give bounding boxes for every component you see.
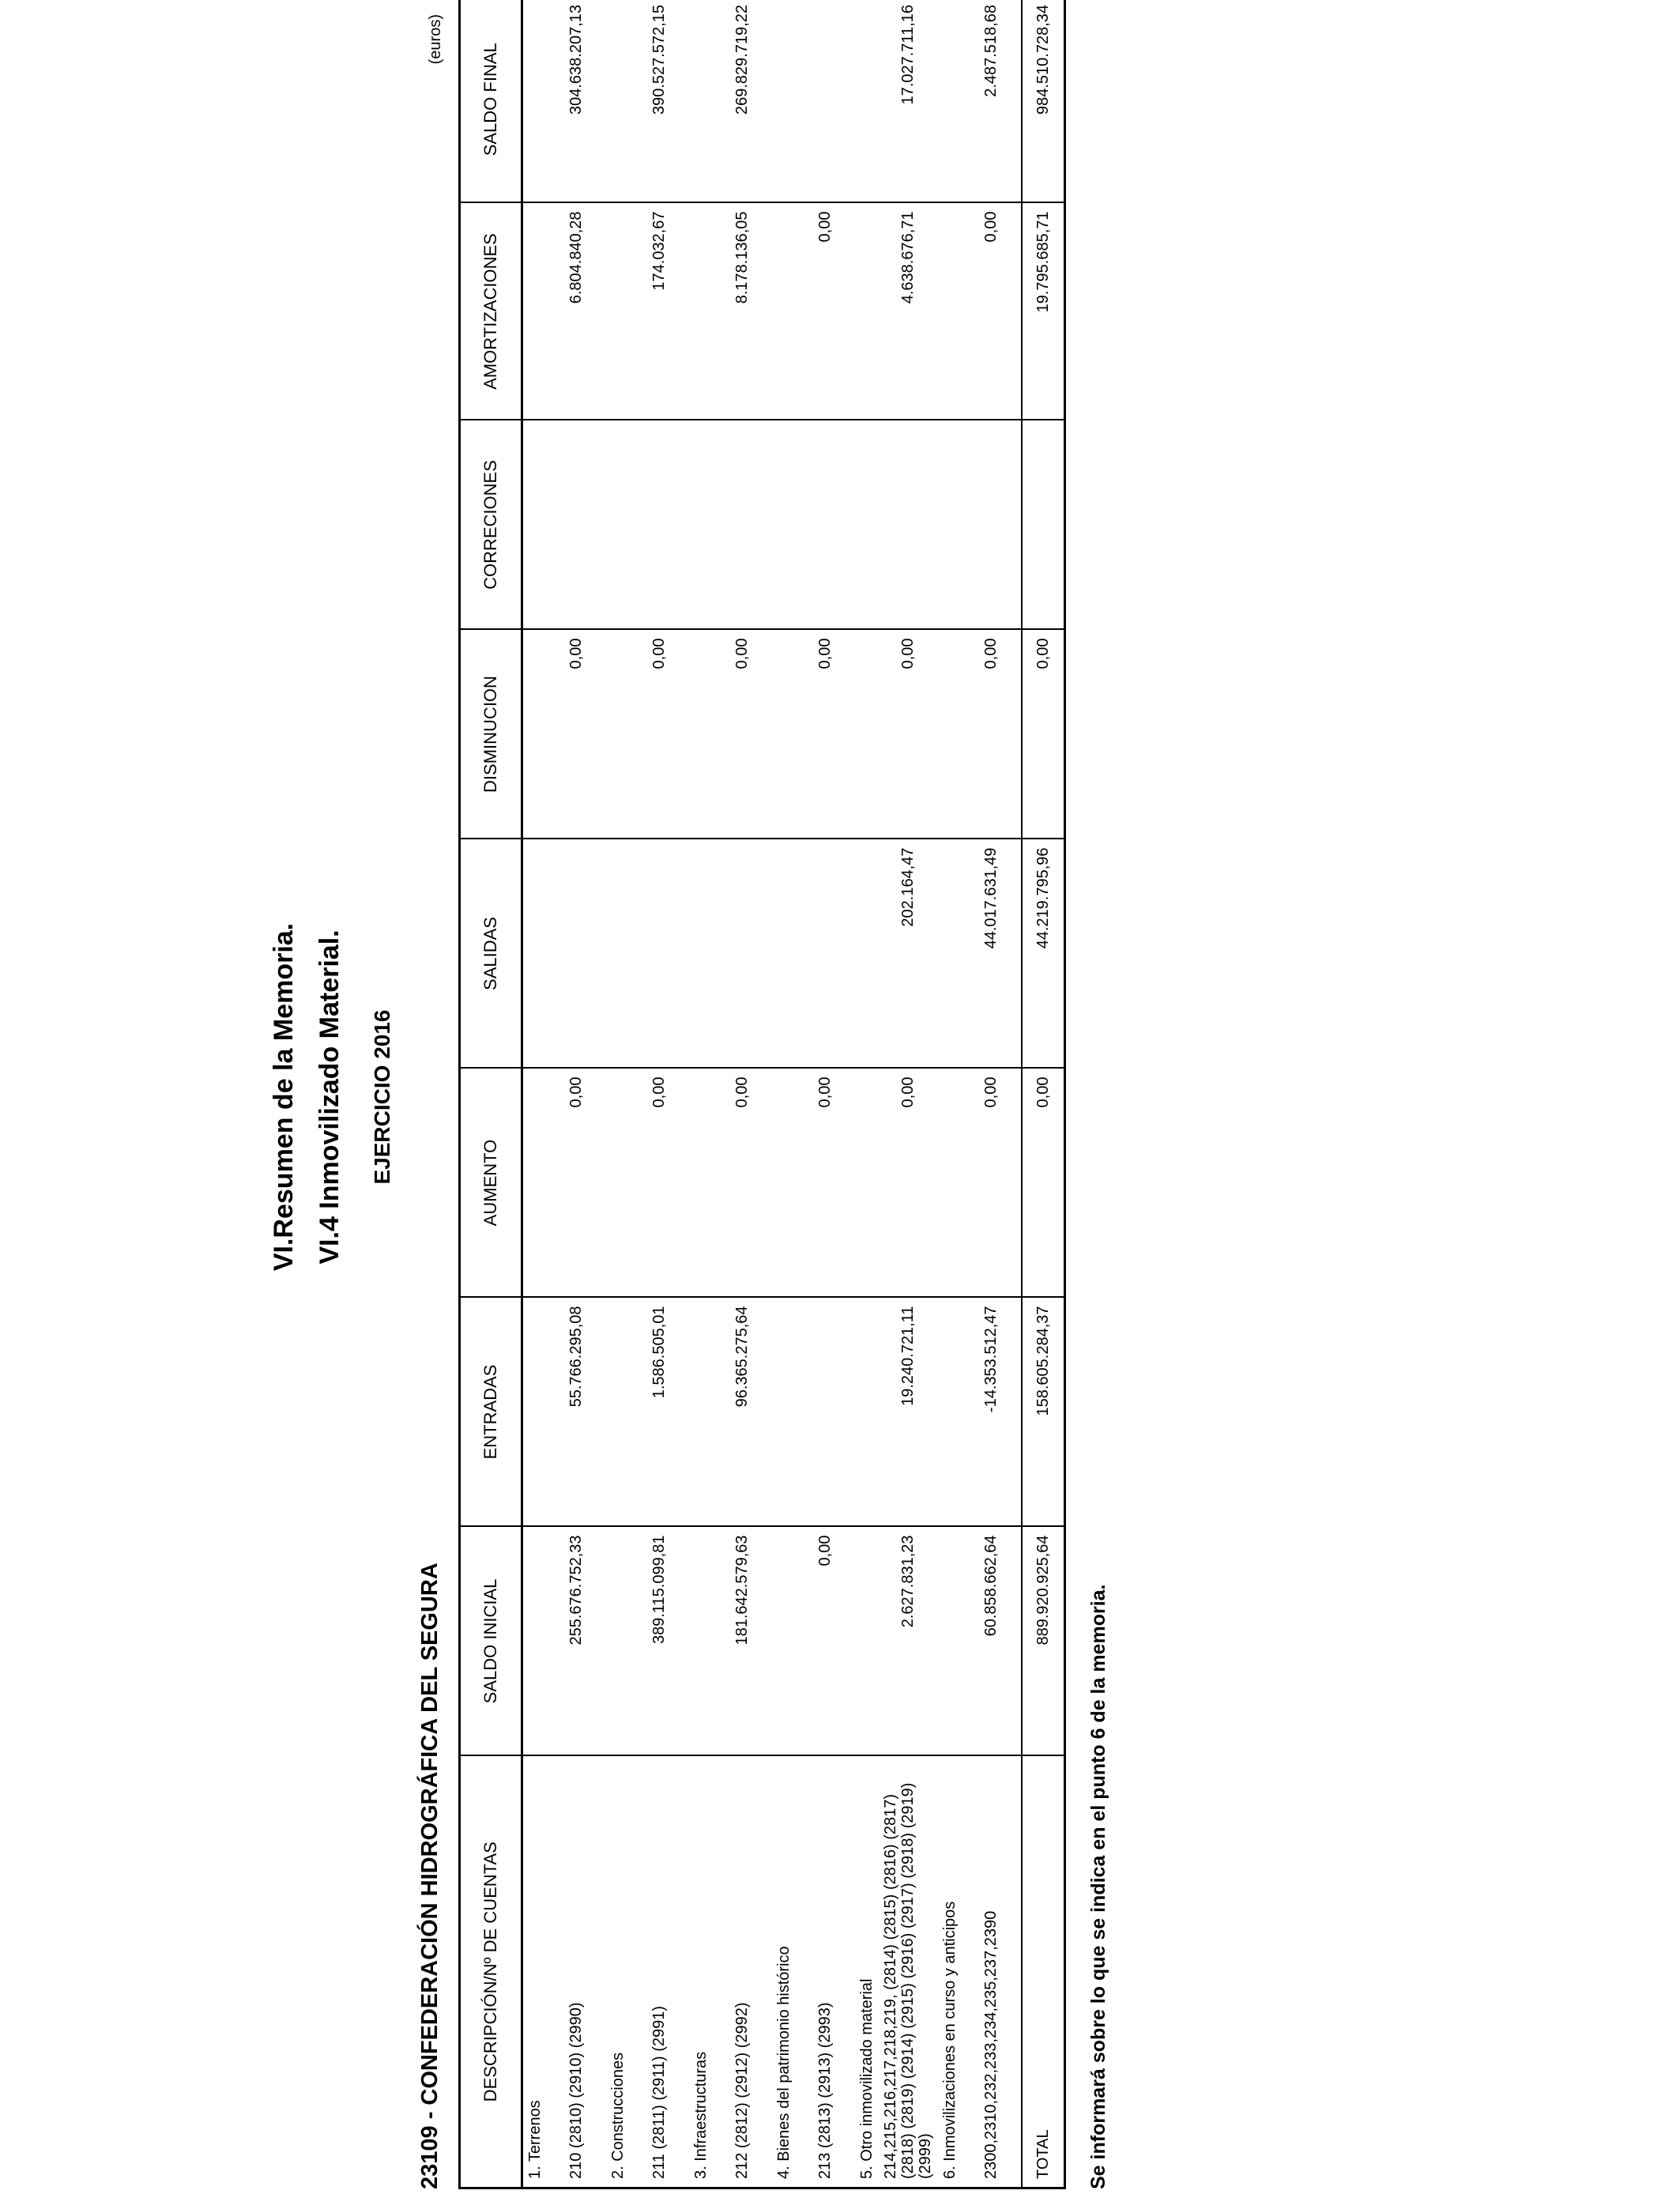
category-row xyxy=(772,0,795,2188)
disminucion-cell: 0,00 xyxy=(878,630,938,839)
correciones-cell xyxy=(712,420,772,630)
amortizaciones-cell: 0,00 xyxy=(961,203,1022,420)
category-label: 4. Bienes del patrimonio histórico xyxy=(772,1756,795,2188)
table-row xyxy=(712,0,772,2188)
salidas-cell xyxy=(629,839,689,1069)
total-saldo-final: 984.510.728,34 xyxy=(1022,0,1065,203)
aumento-cell: 0,00 xyxy=(961,1069,1022,1298)
table-row xyxy=(795,0,855,2188)
saldo-final-cell: 390.527.572,15 xyxy=(629,0,689,203)
header-saldo-inicial: SALDO INICIAL xyxy=(460,1527,522,1756)
total-amortizaciones: 19.795.685,71 xyxy=(1022,203,1065,420)
table-row xyxy=(878,0,938,2188)
total-label: TOTAL xyxy=(1022,1756,1065,2188)
saldo-final-cell: 2.487.518,68 xyxy=(961,0,1022,203)
category-row xyxy=(689,0,712,2188)
salidas-cell xyxy=(795,839,855,1069)
header-disminucion: DISMINUCION xyxy=(460,630,522,839)
saldo-inicial-cell: 2.627.831,23 xyxy=(878,1527,938,1756)
amortizaciones-cell: 174.032,67 xyxy=(629,203,689,420)
amortizaciones-cell: 6.804.840,28 xyxy=(546,203,606,420)
table-row xyxy=(546,0,606,2188)
total-salidas: 44.219.795,96 xyxy=(1022,839,1065,1069)
header-correciones: CORRECIONES xyxy=(460,420,522,630)
correciones-cell xyxy=(546,420,606,630)
header-entradas: ENTRADAS xyxy=(460,1298,522,1527)
aumento-cell: 0,00 xyxy=(546,1069,606,1298)
report-subtitle: VI.4 Inmovilizado Material. xyxy=(315,929,345,1265)
table-row xyxy=(629,0,689,2188)
header-descripcion: DESCRIPCIÓN/Nº DE CUENTAS xyxy=(460,1756,522,2188)
saldo-inicial-cell: 0,00 xyxy=(795,1527,855,1756)
amortizaciones-cell: 0,00 xyxy=(795,203,855,420)
category-label: 3. Infraestructuras xyxy=(689,1756,712,2188)
disminucion-cell: 0,00 xyxy=(961,630,1022,839)
disminucion-cell: 0,00 xyxy=(712,630,772,839)
entradas-cell: 55.766.295,08 xyxy=(546,1298,606,1527)
correciones-cell xyxy=(629,420,689,630)
correciones-cell xyxy=(961,420,1022,630)
account-codes: 2300,2310,232,233,234,235,237,2390 xyxy=(961,1756,1022,2188)
account-codes: 213 (2813) (2913) (2993) xyxy=(795,1756,855,2188)
entradas-cell xyxy=(795,1298,855,1527)
report-ejercicio: EJERCICIO 2016 xyxy=(370,1009,394,1185)
header-aumento: AUMENTO xyxy=(460,1069,522,1298)
table-row xyxy=(961,0,1022,2188)
saldo-inicial-cell: 181.642.579,63 xyxy=(712,1527,772,1756)
category-label: 2. Construcciones xyxy=(606,1756,629,2188)
account-codes: 211 (2811) (2911) (2991) xyxy=(629,1756,689,2188)
saldo-inicial-cell: 389.115.099,81 xyxy=(629,1527,689,1756)
correciones-cell xyxy=(795,420,855,630)
header-salidas: SALIDAS xyxy=(460,839,522,1069)
entradas-cell: -14.353.512,47 xyxy=(961,1298,1022,1527)
amortizaciones-cell: 4.638.676,71 xyxy=(878,203,938,420)
category-row xyxy=(522,0,547,2188)
entradas-cell: 19.240.721,11 xyxy=(878,1298,938,1527)
total-saldo-inicial: 889.920.925,64 xyxy=(1022,1527,1065,1756)
aumento-cell: 0,00 xyxy=(712,1069,772,1298)
footer-note: Se informará sobre lo que se indica en el punto 6 de la memoria. xyxy=(1087,1584,1109,2189)
salidas-cell: 202.164,47 xyxy=(878,839,938,1069)
report-title: VI.Resumen de la Memoria. xyxy=(269,922,299,1272)
inmovilizado-table xyxy=(458,0,1066,2189)
aumento-cell: 0,00 xyxy=(629,1069,689,1298)
account-codes: 214,215,216,217,218,219, (2814) (2815) (2816) (2817) (2818) (2819) (2914) (2915) (2916) (2917) (2918) (2919) (2999) xyxy=(878,1756,938,2188)
saldo-final-cell: 269.829.719,22 xyxy=(712,0,772,203)
entradas-cell: 1.586.505,01 xyxy=(629,1298,689,1527)
category-label: 5. Otro inmovilizado material xyxy=(855,1756,878,2188)
aumento-cell: 0,00 xyxy=(795,1069,855,1298)
table-header-row xyxy=(460,0,522,2188)
category-row xyxy=(938,0,961,2188)
category-row xyxy=(606,0,629,2188)
account-codes: 212 (2812) (2912) (2992) xyxy=(712,1756,772,2188)
header-saldo-final: SALDO FINAL xyxy=(460,0,522,203)
salidas-cell: 44.017.631,49 xyxy=(961,839,1022,1069)
disminucion-cell: 0,00 xyxy=(795,630,855,839)
total-disminucion: 0,00 xyxy=(1022,630,1065,839)
disminucion-cell: 0,00 xyxy=(629,630,689,839)
saldo-final-cell: 17.027.711,16 xyxy=(878,0,938,203)
category-label: 6. Inmovilizaciones en curso y anticipos xyxy=(938,1756,961,2188)
salidas-cell xyxy=(546,839,606,1069)
entity-name: 23109 - CONFEDERACIÓN HIDROGRÁFICA DEL SEGURA xyxy=(417,1563,443,2189)
correciones-cell xyxy=(878,420,938,630)
currency-unit: (euros) xyxy=(427,14,444,65)
account-codes: 210 (2810) (2910) (2990) xyxy=(546,1756,606,2188)
total-aumento: 0,00 xyxy=(1022,1069,1065,1298)
saldo-final-cell xyxy=(795,0,855,203)
salidas-cell xyxy=(712,839,772,1069)
entradas-cell: 96.365.275,64 xyxy=(712,1298,772,1527)
total-entradas: 158.605.284,37 xyxy=(1022,1298,1065,1527)
category-row xyxy=(855,0,878,2188)
aumento-cell: 0,00 xyxy=(878,1069,938,1298)
disminucion-cell: 0,00 xyxy=(546,630,606,839)
total-correciones xyxy=(1022,420,1065,630)
total-row xyxy=(1022,0,1065,2188)
saldo-inicial-cell: 60.858.662,64 xyxy=(961,1527,1022,1756)
category-label: 1. Terrenos xyxy=(522,1756,547,2188)
saldo-inicial-cell: 255.676.752,33 xyxy=(546,1527,606,1756)
saldo-final-cell: 304.638.207,13 xyxy=(546,0,606,203)
header-amortizaciones: AMORTIZACIONES xyxy=(460,203,522,420)
amortizaciones-cell: 8.178.136,05 xyxy=(712,203,772,420)
